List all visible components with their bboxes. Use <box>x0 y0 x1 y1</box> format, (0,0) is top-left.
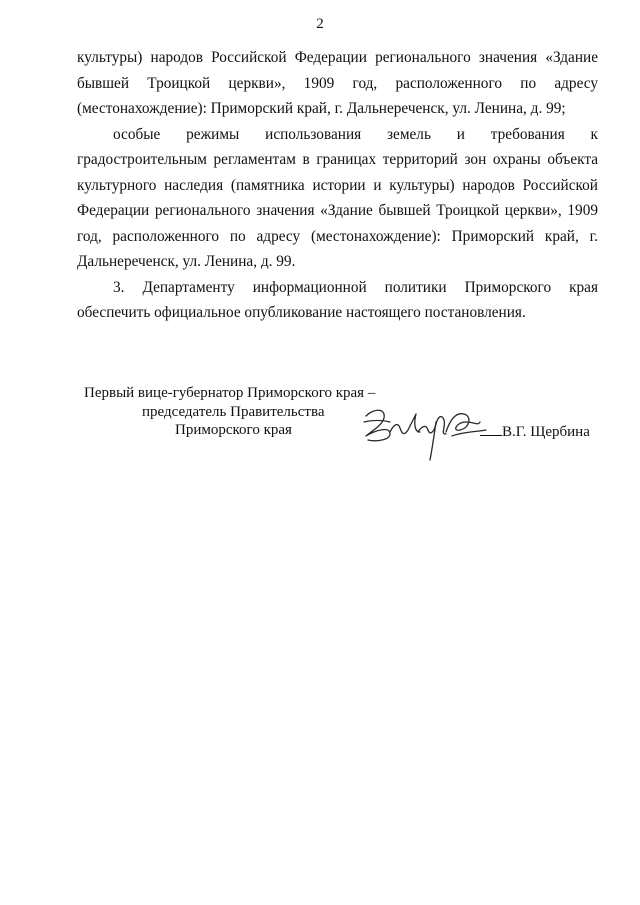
signatory-position-line-1: Первый вице-губернатор Приморского края – <box>84 385 376 401</box>
signatory-position-line-2: председатель Правительства <box>142 403 325 420</box>
signature-underline <box>480 421 502 436</box>
signatory-name-text: В.Г. Щербина <box>502 424 590 440</box>
handwritten-signature <box>360 402 490 464</box>
paragraph-continuation: культуры) народов Российской Федерации регионального значения «Здание бывшей Троицкой церкви», 1909 год, расположенного по адресу (местонахождение): Приморский край, г. Дальнереченск, ул. Ленина, д. 99; <box>77 49 598 117</box>
signatory-position-line-3: Приморского края <box>175 422 292 438</box>
signatory-name <box>480 421 590 443</box>
paragraph-special-regimes: особые режимы использования земель и требования к градостроительным регламентам в границах территорий зон охраны объекта культурного наследия (памятника истории и культуры) народов Российской Федерации регионального значения «Здание бывшей Троицкой церкви», 1909 год, расположенного по адресу (местонахождение): Приморский край, г. Дальнереченск, ул. Ленина, д. 99. <box>77 125 598 270</box>
document-body <box>77 45 598 326</box>
signatory-position <box>84 384 375 440</box>
paragraph-item-3: 3. Департаменту информационной политики Приморского края обеспечить официальное опубликование настоящего постановления. <box>77 278 598 321</box>
page-number: 2 <box>316 16 324 32</box>
